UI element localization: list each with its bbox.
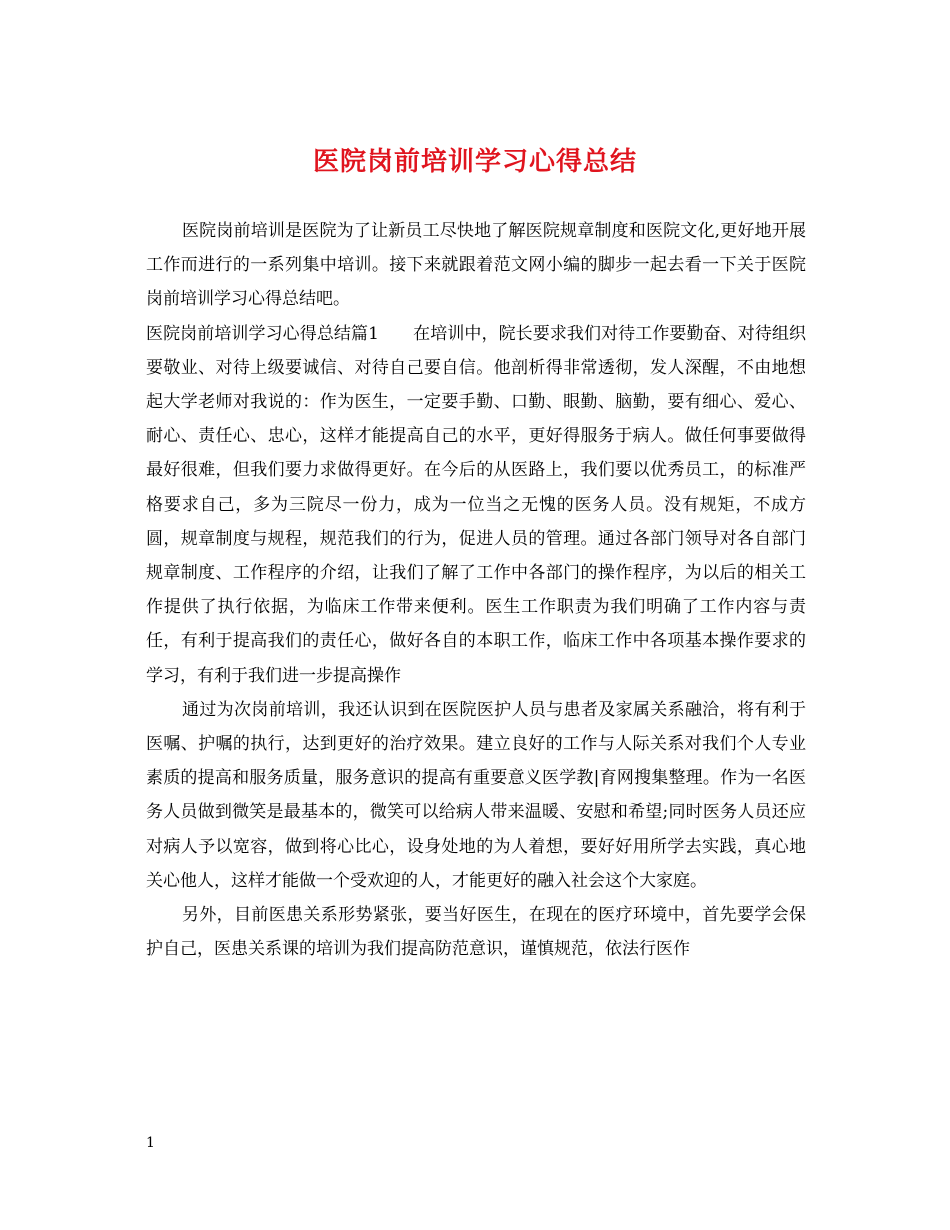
section-paragraph-1: 医院岗前培训学习心得总结篇1 在培训中，院长要求我们对待工作要勤奋、对待组织要敬业、对待上级要诚信、对待自己要自信。他剖析得非常透彻，发人深醒，不由地想起大学老师对我说的：作为医生，一定要手勤、口勤、眼勤、脑勤，要有细心、爱心、耐心、责任心、忠心，这样才能提高自己的水平，更好得服务于病人。做任何事要做得最好很难，但我们要力求做得更好。在今后的从医路上，我们要以优秀员工，的标准严格要求自己，多为三院尽一份力，成为一位当之无愧的医务人员。没有规矩，不成方圆，规章制度与规程，规范我们的行为，促进人员的管理。通过各部门领导对各自部门规章制度、工作程序的介绍，让我们了解了工作中各部门的操作程序，为以后的相关工作提供了执行依据，为临床工作带来便利。医生工作职责为我们明确了工作内容与责任，有利于提高我们的责任心，做好各自的本职工作，临床工作中各项基本操作要求的学习，有利于我们进一步提高操作 [146,323,806,686]
document-body [146,214,806,966]
intro-paragraph: 医院岗前培训是医院为了让新员工尽快地了解医院规章制度和医院文化,更好地开展工作而进行的一系列集中培训。接下来就跟着范文网小编的脚步一起去看一下关于医院岗前培训学习心得总结吧。 [146,221,806,310]
document-title: 医院岗前培训学习心得总结 [312,147,637,177]
page-number: 1 [146,1135,155,1151]
body-paragraph-3: 另外，目前医患关系形势紧张，要当好医生，在现在的医疗环境中，首先要学会保护自己，医患关系课的培训为我们提高防范意识，谨慎规范，依法行医作 [146,905,806,960]
body-paragraph-2: 通过为次岗前培训，我还认识到在医院医护人员与患者及家属关系融洽，将有利于医嘱、护嘱的执行，达到更好的治疗效果。建立良好的工作与人际关系对我们个人专业素质的提高和服务质量，服务意识的提高有重要意义医学教|育网搜集整理。作为一名医务人员做到微笑是最基本的，微笑可以给病人带来温暖、安慰和希望;同时医务人员还应对病人予以宽容，做到将心比心，设身处地的为人着想，要好好用所学去实践，真心地关心他人，这样才能做一个受欢迎的人，才能更好的融入社会这个大家庭。 [146,699,806,891]
